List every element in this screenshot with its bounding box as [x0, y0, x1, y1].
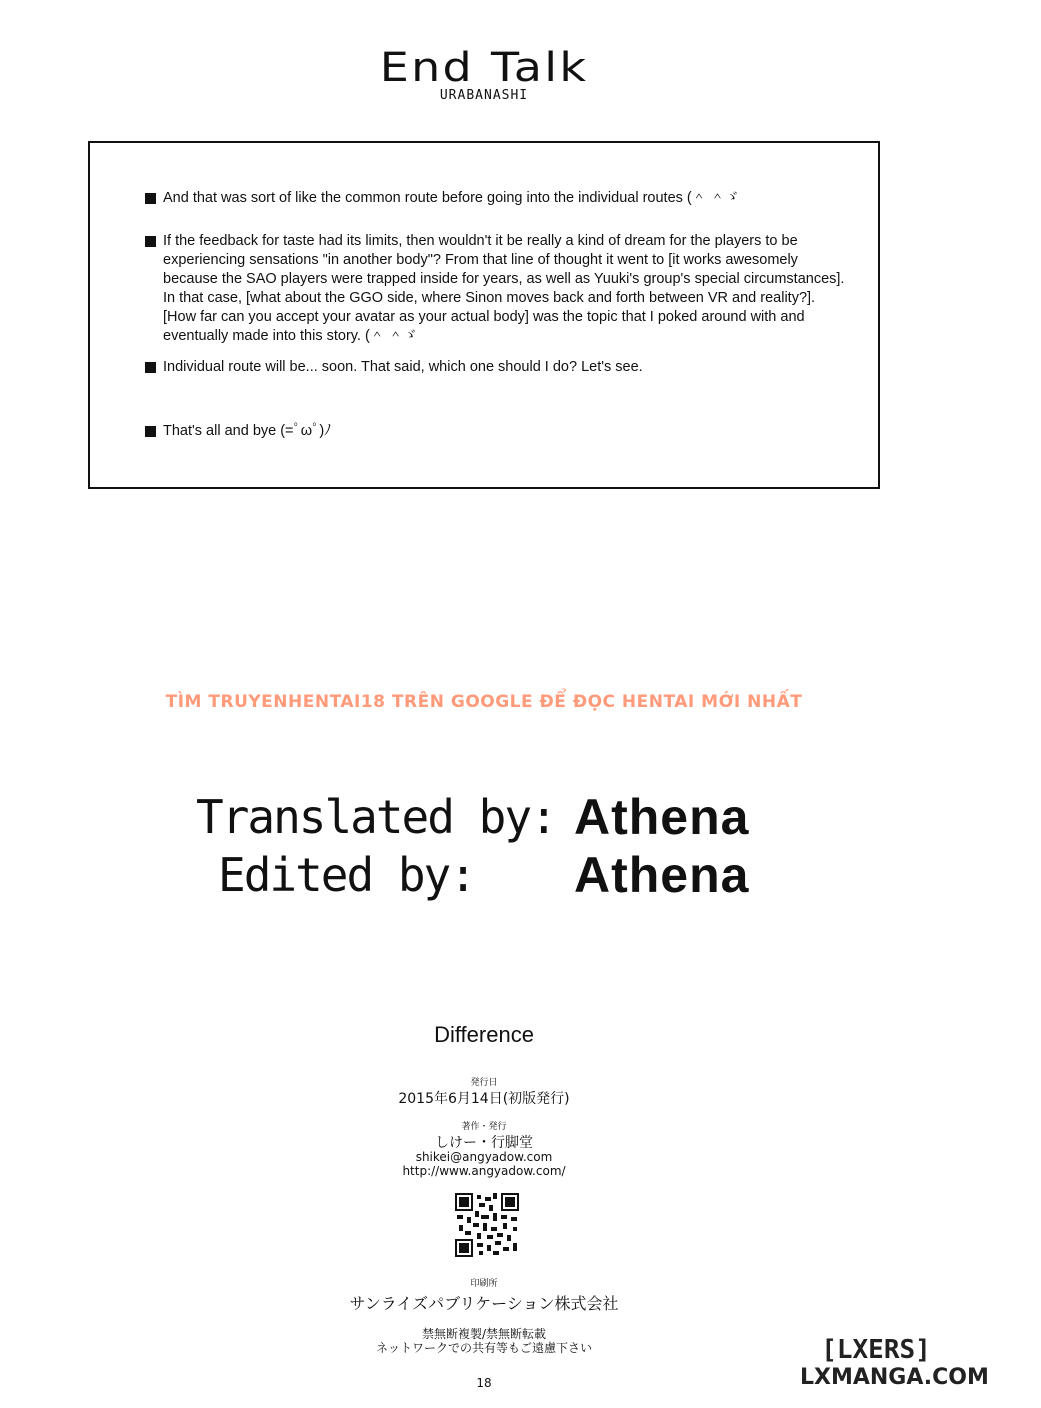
- bullet-square-icon: [145, 236, 156, 247]
- bullet-square-icon: [145, 426, 156, 437]
- bullet-square-icon: [145, 193, 156, 204]
- lxers-logo: [800, 1335, 989, 1390]
- printer-name: サンライズパブリケーション株式会社: [349, 1294, 619, 1313]
- talk-paragraph-text: That's all and bye (=ﾟωﾟ)ﾉ: [163, 423, 332, 439]
- logo-line-1: [LXERS]: [821, 1335, 931, 1365]
- author-label: 著作・発行: [461, 1122, 507, 1132]
- printer-label: 印刷所: [470, 1279, 498, 1289]
- translator-name: Athena: [574, 789, 750, 845]
- publish-date: 2015年6月14日(初版発行): [398, 1091, 570, 1107]
- author-email: shikei@angyadow.com: [415, 1150, 553, 1164]
- page-number: 18: [476, 1376, 492, 1390]
- editor-name: Athena: [574, 847, 750, 903]
- talk-paragraph-2: [145, 232, 850, 346]
- talk-paragraph-3: [145, 358, 850, 377]
- edited-by-label: Edited by:: [218, 848, 475, 902]
- site-watermark: TÌM TRUYENHENTAI18 TRÊN GOOGLE ĐỂ ĐỌC HENTAI MỚI NHẤT: [165, 692, 803, 712]
- talk-paragraph-1: [145, 189, 850, 208]
- page-title: End Talk: [379, 45, 589, 91]
- share-notice: ネットワークでの共有等もご遠慮下さい: [375, 1341, 592, 1355]
- talk-paragraph-4: [145, 422, 850, 441]
- talk-paragraph-text: If the feedback for taste had its limits, then wouldn't it be really a kind of dream for the players to be experiencing sensations "in another body"? From that line of thought it went to [it works awesomely because the SAO players were trapped inside for years, as well as Yuuki's group's special circumstances]. In that case, [what about the GGO side, where Sinon moves back and forth between VR and reality?]. [How far can you accept your avatar as your actual body] was the topic that I poked around with and eventually made into this story. (＾ ＾ゞ: [163, 233, 845, 344]
- author-name: しけー・行脚堂: [435, 1135, 533, 1151]
- talk-paragraph-text: Individual route will be... soon. That said, which one should I do? Let's see.: [163, 359, 643, 375]
- date-label: 発行日: [470, 1078, 498, 1088]
- book-title: Difference: [434, 1022, 534, 1047]
- bullet-square-icon: [145, 362, 156, 373]
- talk-paragraph-text: And that was sort of like the common route before going into the individual routes (＾ ＾ゞ: [163, 190, 740, 206]
- page-subtitle: URABANASHI: [439, 88, 529, 103]
- copy-notice: 禁無断複製/禁無断転載: [421, 1327, 547, 1341]
- qr-code-icon: [455, 1193, 519, 1257]
- author-url: http://www.angyadow.com/: [402, 1164, 566, 1178]
- translated-by-label: Translated by:: [196, 790, 556, 844]
- logo-line-2: LXMANGA.COM: [800, 1365, 989, 1390]
